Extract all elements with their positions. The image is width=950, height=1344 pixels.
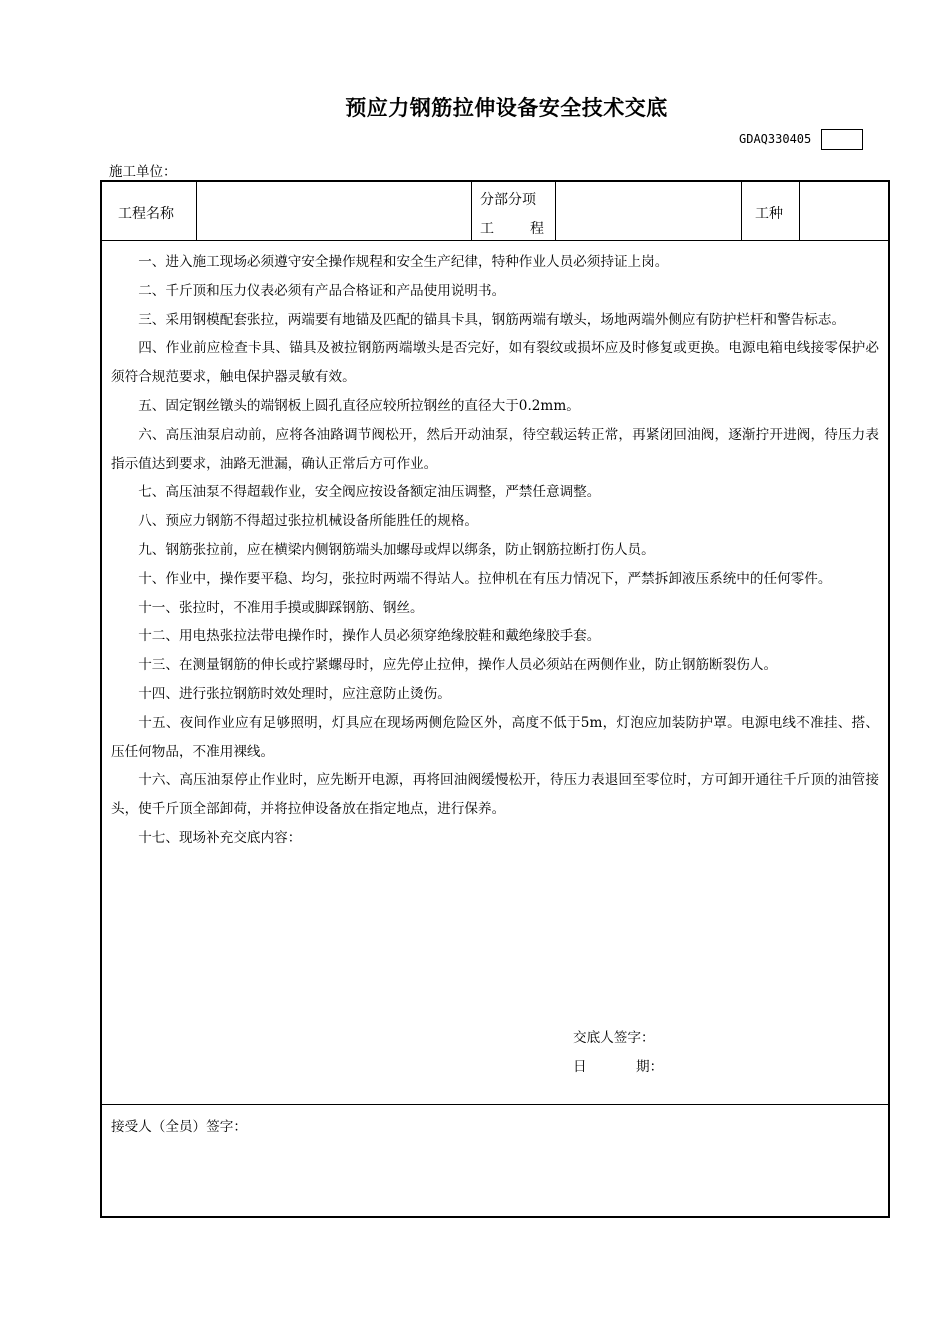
divider: [196, 182, 197, 240]
divider: [799, 182, 800, 240]
item: 十四、进行张拉钢筋时效处理时，应注意防止烫伤。: [138, 685, 451, 702]
item: 九、钢筋张拉前，应在横梁内侧钢筋端头加螺母或焊以绑条，防止钢筋拉断打伤人员。: [138, 541, 655, 558]
page-title: 预应力钢筋拉伸设备安全技术交底: [345, 96, 668, 120]
item: 三、采用钢模配套张拉，两端要有地锚及匹配的锚具卡具，钢筋两端有墩头，场地两端外侧应有防护栏杆和警告标志。: [138, 311, 846, 328]
project-name-label: 工程名称: [118, 206, 174, 222]
item: 六、高压油泵启动前，应将各油路调节阀松开，然后开动油泵，待空载运转正常，再紧闭回油阀，逐渐拧开进阀，待压力表指示值达到要求，油路无泄漏，确认正常后方可作业。: [111, 426, 879, 472]
document-code: GDAQ330405: [739, 132, 812, 146]
item: 十三、在测量钢筋的伸长或拧紧螺母时，应先停止拉伸，操作人员必须站在两侧作业，防止钢筋断裂伤人。: [138, 657, 778, 674]
item: 二、千斤顶和压力仪表必须有产品合格证和产品使用说明书。: [138, 282, 506, 299]
item: 一、进入施工现场必须遵守安全操作规程和安全生产纪律，特种作业人员必须持证上岗。: [138, 254, 669, 270]
disclosure-form: [100, 180, 890, 1218]
discloser-signature-label: 交底人签字：: [573, 1030, 655, 1046]
item: 四、作业前应检查卡具、锚具及被拉钢筋两端墩头是否完好，如有裂纹或损坏应及时修复或更换。电源电箱电线接零保护必须符合规范要求，触电保护器灵敏有效。: [111, 340, 879, 386]
item: 七、高压油泵不得超载作业，安全阀应按设备额定油压调整，严禁任意调整。: [138, 484, 601, 501]
divider: [102, 1104, 888, 1105]
receiver-signature-label: 接受人（全员）签字：: [111, 1119, 247, 1135]
date-label-a: 日: [573, 1059, 587, 1075]
date-label-b: 期：: [636, 1059, 664, 1075]
item: 十六、高压油泵停止作业时，应先断开电源，再将回油阀缓慢松开，待压力表退回至零位时，方可卸开通往千斤顶的油管接头，使千斤顶全部卸荷，并将拉伸设备放在指定地点，进行保养。: [111, 772, 879, 818]
item: 十、作业中，操作要平稳、均匀，张拉时两端不得站人。拉伸机在有压力情况下，严禁拆卸液压系统中的任何零件。: [138, 570, 832, 587]
header-row: [102, 182, 888, 241]
item: 五、固定钢丝镦头的端钢板上圆孔直径应较所拉钢丝的直径大于0.2mm。: [138, 397, 580, 414]
item: 十七、现场补充交底内容：: [138, 829, 302, 846]
sub-project-label-line2-b: 程: [530, 221, 544, 237]
item: 十五、夜间作业应有足够照明，灯具应在现场两侧危险区外，高度不低于5m，灯泡应加装防护罩。电源电线不准挂、搭、压任何物品，不准用裸线。: [111, 714, 879, 760]
item: 八、预应力钢筋不得超过张拉机械设备所能胜任的规格。: [138, 513, 479, 530]
work-type-label: 工种: [755, 206, 783, 222]
item: 十一、张拉时，不准用手摸或脚踩钢筋、钢丝。: [138, 599, 424, 616]
sub-project-label-line1: 分部分项: [480, 192, 536, 208]
divider: [555, 182, 556, 240]
divider: [741, 182, 742, 240]
divider: [471, 182, 472, 240]
item: 十二、用电热张拉法带电操作时，操作人员必须穿绝缘胶鞋和戴绝缘胶手套。: [138, 628, 601, 645]
disclosure-items: [111, 248, 879, 853]
construction-unit-label: 施工单位：: [109, 164, 177, 180]
document-code-box: [821, 129, 863, 150]
sub-project-label-line2-a: 工: [480, 221, 494, 237]
